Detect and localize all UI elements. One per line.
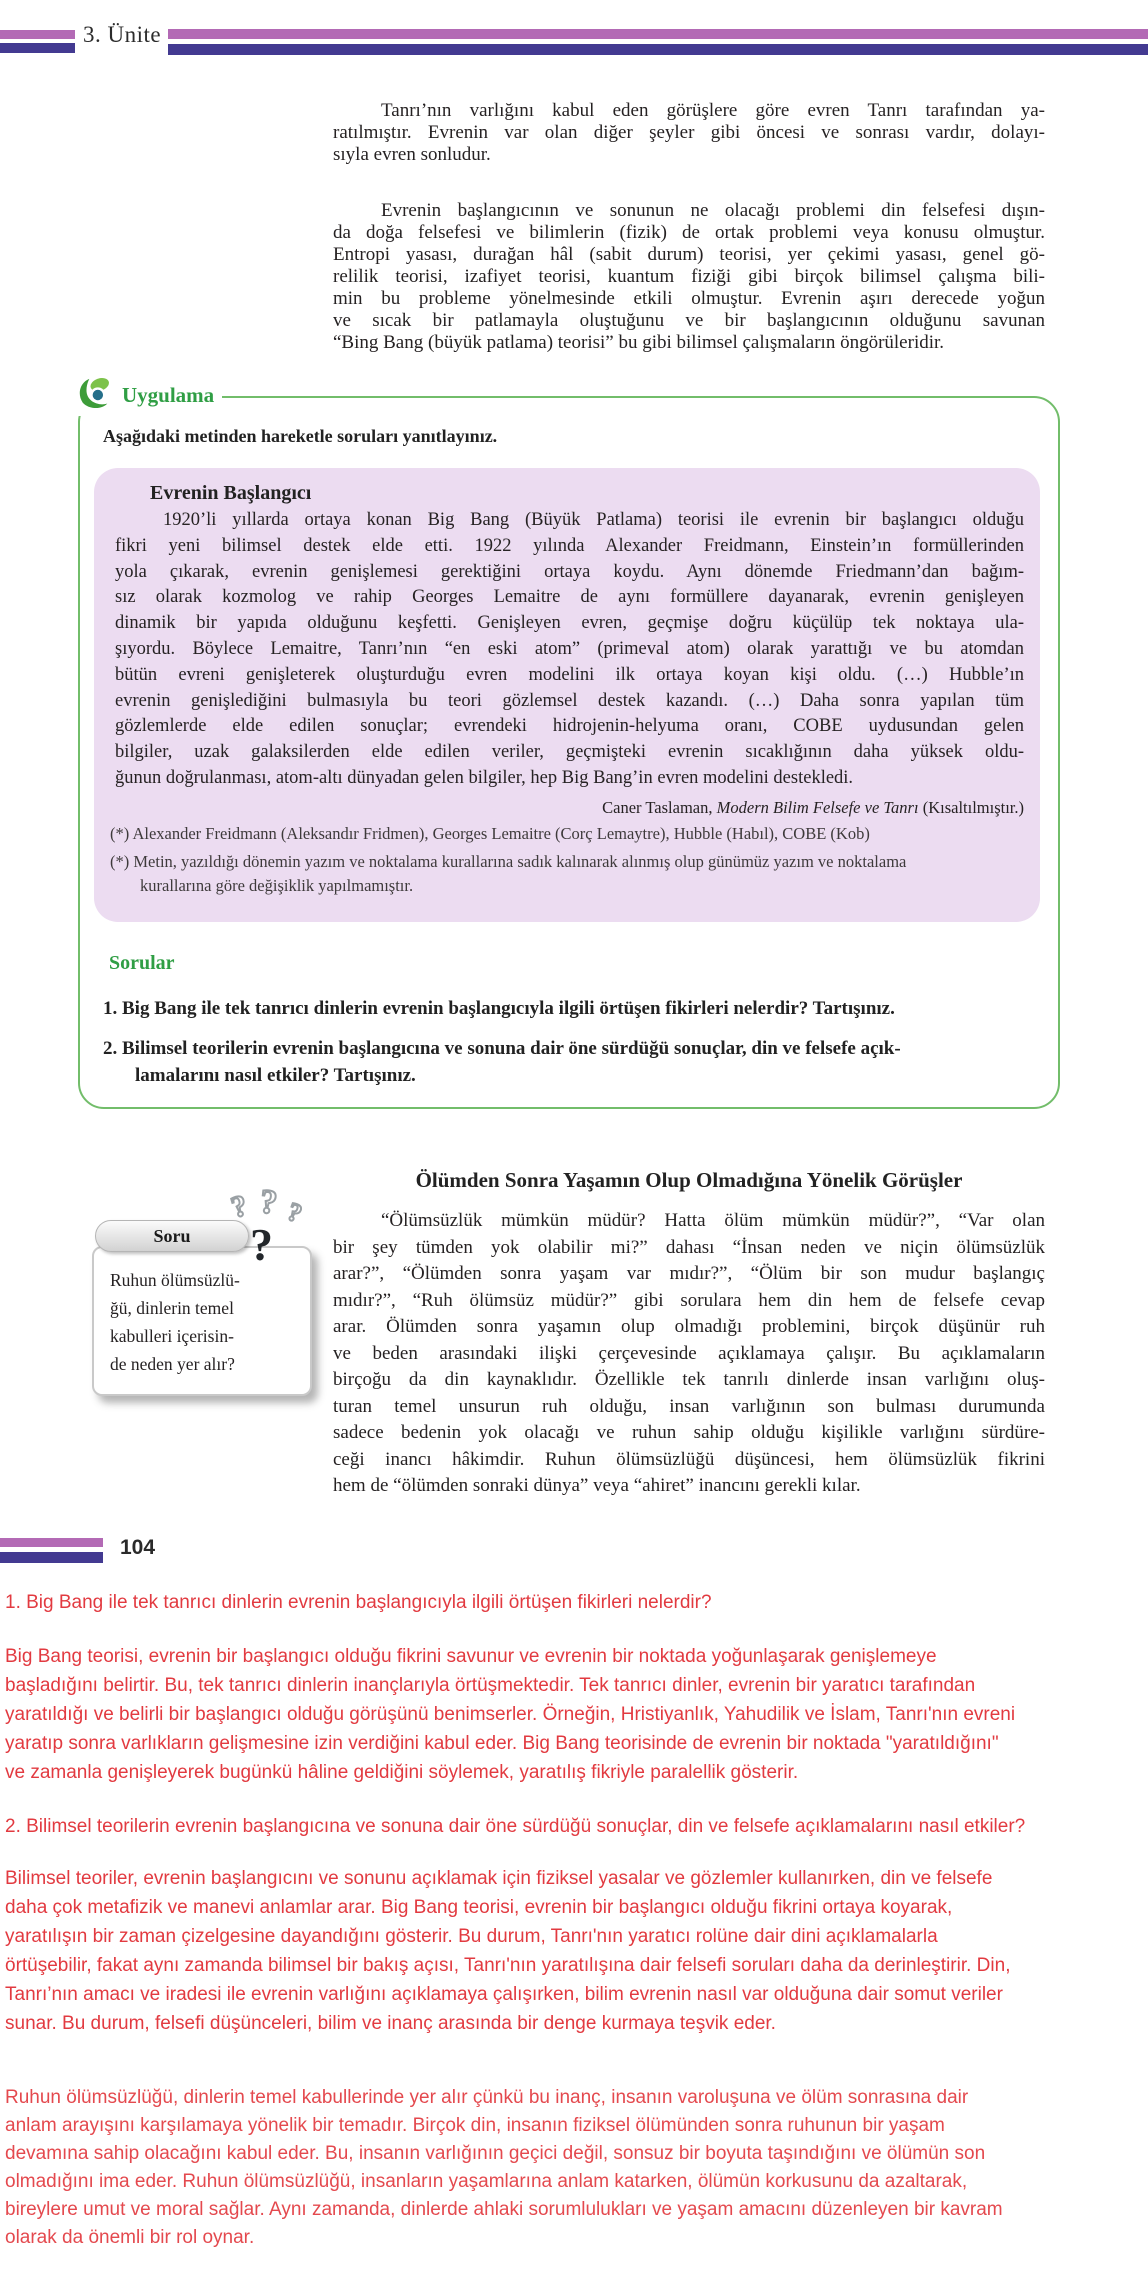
text-line: fikri yeni bilimsel destek elde etti. 1922 yılında Alexander Freidmann, Einstein’ın formüllerinden bbox=[115, 535, 1024, 556]
text-line: arar. Ölümden sonra yaşamın olup olmadığı problemini, birçok düşünür ruh bbox=[333, 1316, 1045, 1337]
answer-question-2-text: 2. Bilimsel teorilerin evrenin başlangıcına ve sonuna dair öne sürdüğü sonuçlar, din ve felsefe açıklamalarını nasıl etkiler? bbox=[5, 1816, 1026, 1837]
text-line: yaratıldığı ve belirli bir başlangıcı olduğu görüşünü benimserler. Örneğin, Hristiyanlık, Yahudilik ve İslam, Tanrı'nın evreni bbox=[5, 1704, 1016, 1725]
text-line: 1920’li yıllarda ortaya konan Big Bang (Büyük Patlama) teorisi ile evrenin bir başlangıcı olduğu bbox=[163, 510, 1024, 530]
header-right-stripe-pink bbox=[168, 29, 1148, 39]
text-line: ve sıcak bir patlamayla oluştuğunu ve bir başlangıcının olduğunu savunan bbox=[333, 310, 1045, 331]
page-number: 104 bbox=[120, 1536, 156, 1559]
reading-text bbox=[115, 508, 1024, 792]
text-line: evrenin genişlediğini bulmasıyla bu teori gözlemsel destek kazandı. (…) Daha sonra yapılan tüm bbox=[115, 690, 1024, 711]
text-line: başladığını belirtir. Bu, tek tanrıcı dinlerin inançlarıyla örtüşmektedir. Tek tanrıcı dinler, evrenin bir yaratıcı tarafından bbox=[5, 1675, 976, 1696]
text-line: Ruhun ölümsüzlüğü, dinlerin temel kabullerinde yer alır çünkü bu inanç, insanın varoluşuna ve ölüm sonrasına dair bbox=[5, 2087, 969, 2108]
text-line: yaratılışın bir zaman çizelgesine dayandığını gösterir. Bu durum, Tanrı'nın yaratıcı rolüne dair dini açıklamalarla bbox=[5, 1926, 938, 1947]
text-line: olmadığını ima eder. Ruhun ölümsüzlüğü, insanların yaşamlarına anlam katarken, ölümün korkusunu da azaltarak, bbox=[5, 2171, 968, 2192]
text-line: Entropi yasası, durağan hâl (sabit durum) teorisi, yer çekimi yasası, genel gö- bbox=[333, 244, 1045, 265]
footer-stripe-indigo bbox=[0, 1552, 103, 1563]
soru-text bbox=[110, 1266, 295, 1378]
text-line: sız olarak kozmolog ve rahip Georges Lemaitre de aynı formüllere dayanarak, evrenin genişleyen bbox=[115, 587, 1024, 608]
answer-question-2 bbox=[5, 1812, 1145, 1841]
question-1-text: 1. Big Bang ile tek tanrıcı dinlerin evrenin başlangıcıyla ilgili örtüşen fikirleri nelerdir? Tartışınız. bbox=[103, 998, 895, 1019]
question-mark-icon: ? bbox=[283, 1196, 306, 1229]
text-line: Evrenin başlangıcının ve sonunun ne olacağı problemi din felsefesi dışın- bbox=[381, 200, 1045, 221]
text-line: örtüşebilir, fakat aynı zamanda bilimsel bir bakış açısı, Tanrı'nın yaratılışına dair felsefi soruları daha da derinleştirir. Din, bbox=[5, 1955, 1011, 1976]
text-line: yaratıp sonra varlıkların gelişmesine izin verdiğini kabul eder. Big Bang teorisinde de evrenin bir noktada "yaratıldığını" bbox=[5, 1733, 999, 1754]
text-line: relilik teorisi, izafiyet teorisi, kuantum fiziği gibi birçok bilimsel çalışma bili- bbox=[333, 266, 1045, 287]
text-line: ve zamanla genişleyerek bugünkü hâline geldiğini söylemek, yaratılış fikriyle paralellik gösterir. bbox=[5, 1762, 799, 1783]
text-line: bireylere umut ve moral sağlar. Aynı zamanda, dinlerde ahlaki sorumlulukları ve yaşam amacını düzenleyen bir kavram bbox=[5, 2199, 1003, 2220]
text-line: olarak da önemli bir rol oynar. bbox=[5, 2227, 255, 2248]
text-line: arar?”, “Ölümden sonra yaşam var mıdır?”, “Ölüm bir son mudur başlangıç bbox=[333, 1263, 1045, 1284]
soru-tab bbox=[95, 1220, 249, 1252]
text-line: yola çıkarak, evrenin genişlemesi gerektiğini ortaya koydu. Aynı dönemde Friedmann’dan bağım- bbox=[115, 561, 1024, 582]
text-line: ratılmıştır. Evrenin var olan diğer şeyler gibi öncesi ve sonrası vardır, dolayı- bbox=[333, 122, 1045, 143]
reading-title: Evrenin Başlangıcı bbox=[150, 482, 312, 504]
text-line: lamalarını nasıl etkiler? Tartışınız. bbox=[135, 1065, 416, 1086]
soru-label: Soru bbox=[153, 1225, 191, 1246]
text-line: hem de “ölümden sonraki dünya” veya “ahiret” inancını gerekli kılar. bbox=[333, 1475, 861, 1496]
text-line: birçoğu da din kaynaklıdır. Özellikle tek tanrılı dinlerde insan varlığını oluş- bbox=[333, 1369, 1045, 1390]
text-line: şıyordu. Böylece Lemaitre, Tanrı’nın “en eski atom” (primeval atom) olarak yarattığı ve bu atomdan bbox=[115, 638, 1024, 659]
answer-1-paragraph bbox=[5, 1642, 1145, 1787]
text-line: devamına sahip olacağını kabul eder. Bu, insanın varlığının geçici değil, sonsuz bir boyuta taşındığını ve ölümün son bbox=[5, 2143, 986, 2164]
text-line: ğü, dinlerin temel bbox=[110, 1298, 234, 1318]
text-line: “Ölümsüzlük mümkün müdür? Hatta ölüm mümkün müdür?”, “Var olan bbox=[381, 1210, 1045, 1231]
text-line: daha çok metafizik ve manevi anlamlar arar. Big Bang teorisi, evrenin bir başlangıcı olduğu fikrini ortaya koyarak, bbox=[5, 1897, 953, 1918]
text-line: (*) Metin, yazıldığı dönemin yazım ve noktalama kurallarına sadık kalınarak alınmış olup günümüz yazım ve noktalama bbox=[110, 852, 907, 871]
reading-attribution bbox=[115, 798, 1024, 818]
reading-footnote-1: (*) Alexander Freidmann (Aleksandır Fridmen), Georges Lemaitre (Corç Lemaytre), Hubble (Habıl), COBE (Kob) bbox=[110, 824, 870, 843]
text-line: Ruhun ölümsüzlü- bbox=[110, 1270, 240, 1290]
answer-2-paragraph bbox=[5, 1864, 1145, 2038]
text-line: ğunun doğrulanması, atom-altı dünyadan gelen bilgiler, hep Big Bang’in evren modelini destekledi. bbox=[115, 767, 854, 788]
section-title: Ölümden Sonra Yaşamın Olup Olmadığına Yönelik Görüşler bbox=[415, 1168, 963, 1192]
text-line: bir şey tümden yok olabilir mi?” dahası “İnsan neden ve niçin ölümsüzlük bbox=[333, 1236, 1045, 1258]
text-line: sıyla evren sonludur. bbox=[333, 144, 491, 165]
header-left-stripe-pink bbox=[0, 30, 75, 39]
text-line: bütün evreni genişleterek oluşturduğu evren modelini ilk ortaya koyan kişi oldu. (…) Hubble’ın bbox=[115, 664, 1024, 685]
text-line: sunar. Bu durum, felsefi düşünceleri, bilim ve inanç arasında bir denge kurmaya teşvik eder. bbox=[5, 2013, 776, 2034]
attribution-work: Modern Bilim Felsefe ve Tanrı bbox=[716, 798, 919, 817]
text-line: ceği inancı hâkimdir. Ruhun ölümsüzlüğü düşüncesi, hem ölümsüzlük fikrini bbox=[333, 1448, 1045, 1470]
text-line: sadece bedenin yok olacağı ve ruhun sahip olduğu kişilikle varlığını sürdüre- bbox=[333, 1422, 1045, 1443]
text-line: turan temel unsurun ruh olduğu, insan varlığının son bulması durumunda bbox=[333, 1395, 1045, 1417]
text-line: 2. Bilimsel teorilerin evrenin başlangıcına ve sonuna dair öne sürdüğü sonuçlar, din ve felsefe açık- bbox=[103, 1038, 901, 1059]
question-2 bbox=[103, 1035, 1043, 1089]
reading-footnote-2 bbox=[110, 850, 1030, 898]
footer-stripe-pink bbox=[0, 1538, 103, 1547]
header-left-stripe-indigo bbox=[0, 43, 75, 53]
section-body bbox=[333, 1208, 1045, 1500]
text-line: kabulleri içerisin- bbox=[110, 1326, 234, 1346]
text-line: gözlemlerde elde edilen sonuçlar; evrendeki hidrojenin-helyuma oranı, COBE uydusundan gelen bbox=[115, 716, 1024, 737]
answer-question-1-text: 1. Big Bang ile tek tanrıcı dinlerin evrenin başlangıcıyla ilgili örtüşen fikirleri nelerdir? bbox=[5, 1592, 712, 1613]
text-line: dinamik bir yapıda olduğunu keşfetti. Genişleyen evren, geçmişe doğru küçülüp tek noktaya ula- bbox=[115, 613, 1024, 634]
header-right-stripe-indigo bbox=[168, 44, 1148, 55]
text-line: Tanrı’nın amacı ve iradesi ile evrenin varlığını açıklamaya çalışırken, bilim evrenin nasıl var olduğuna dair somut veriler bbox=[5, 1984, 1003, 2005]
questions-heading: Sorular bbox=[109, 952, 175, 974]
uygulama-icon bbox=[76, 377, 114, 413]
uygulama-header bbox=[76, 374, 222, 416]
question-1 bbox=[103, 995, 1043, 1022]
text-line: Big Bang teorisi, evrenin bir başlangıcı olduğu fikrini savunur ve evrenin bir noktada yoğunlaşarak genişlemeye bbox=[5, 1646, 937, 1667]
text-line: min bu probleme yönelmesinde etkili olmuştur. Evrenin aşırı derecede yoğun bbox=[333, 288, 1045, 309]
text-line: de neden yer alır? bbox=[110, 1354, 235, 1374]
text-line: anlam arayışını karşılamaya yönelik bir temadır. Birçok din, insanın fiziksel ölümünden sonra ruhunun bir yaşam bbox=[5, 2115, 945, 2136]
text-line: ve beden arasındaki ilişki çerçevesinde açıklamaya çalışır. Bu açıklamaların bbox=[333, 1342, 1045, 1364]
text-line: Bilimsel teoriler, evrenin başlangıcını ve sonunu açıklamak için fiziksel yasalar ve gözlemler kullanırken, din ve felsefe bbox=[5, 1868, 993, 1889]
intro-paragraph-2 bbox=[333, 200, 1045, 354]
question-mark-icon: ? bbox=[258, 1183, 279, 1222]
intro-paragraph-1 bbox=[333, 100, 1045, 166]
text-line: mıdır?”, “Ruh ölümsüz müdür?” gibi sorulara hem din hem de felsefe cevap bbox=[333, 1289, 1045, 1311]
uygulama-label: Uygulama bbox=[122, 382, 215, 407]
answer-3-paragraph bbox=[5, 2084, 1145, 2252]
text-line: Tanrı’nın varlığını kabul eden görüşlere göre evren Tanrı tarafından ya- bbox=[381, 100, 1045, 121]
attribution-suffix: (Kısaltılmıştır.) bbox=[918, 798, 1024, 817]
text-line: kurallarına göre değişiklik yapılmamıştır. bbox=[140, 876, 414, 895]
question-mark-icon: ? bbox=[227, 1188, 252, 1225]
uygulama-instruction: Aşağıdaki metinden hareketle soruları yanıtlayınız. bbox=[103, 426, 498, 446]
reading-box bbox=[94, 468, 1040, 922]
answer-question-1 bbox=[5, 1588, 1145, 1617]
text-line: “Bing Bang (büyük patlama) teorisi” bu gibi bilimsel çalışmaların öngörüleridir. bbox=[333, 332, 945, 353]
question-mark-icon: ? bbox=[250, 1219, 273, 1270]
text-line: da doğa felsefesi ve bilimlerin (fizik) de ortak problemi veya konusu olmuştur. bbox=[333, 222, 1045, 243]
text-line: bilgiler, uzak galaksilerden elde edilen veriler, geçmişteki evrenin sıcaklığının daha yüksek oldu- bbox=[115, 742, 1024, 763]
attribution-author: Caner Taslaman, bbox=[602, 798, 717, 817]
unit-title: 3. Ünite bbox=[83, 22, 162, 47]
